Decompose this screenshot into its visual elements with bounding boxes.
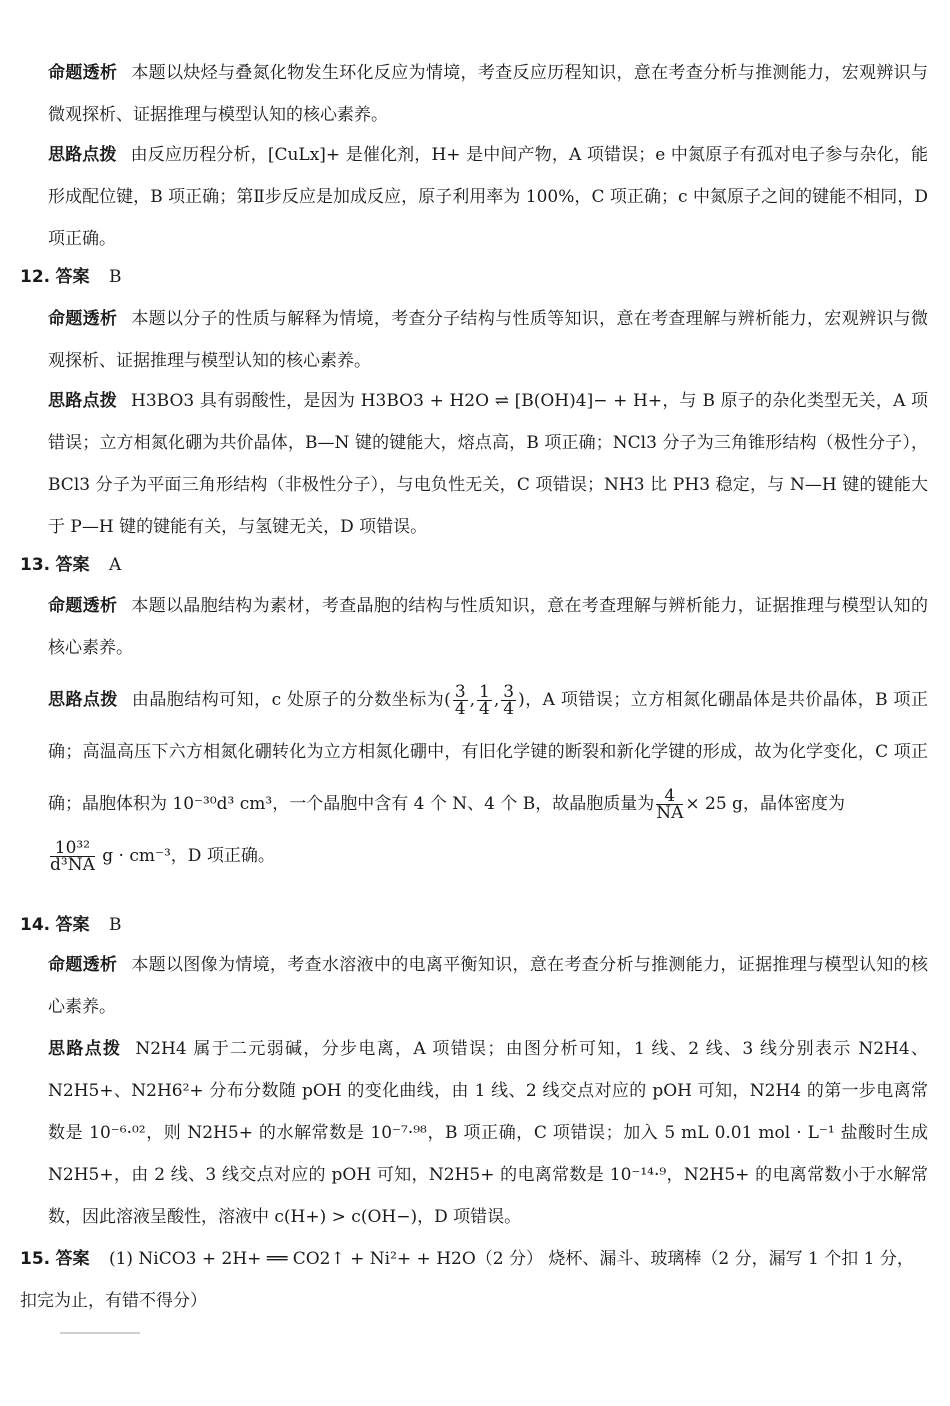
q13-hint-mid: )，A 项错误；立方相氮化硼晶体是共价晶体，B 项正确；高温高压下六方相氮化硼转化为立方相氮化硼中，有旧化学键的断裂和新化学键的形成，故为化学变化，C 项正确；晶胞体积为 10⁻³⁰d³ cm³，一个晶胞中含有 4 个 N、4 个 B，故晶胞质量为 <box>48 690 929 814</box>
hint-label: 思路点拨 <box>48 690 118 710</box>
q13-hint: 思路点拨 由晶胞结构可知，c 处原子的分数坐标为( $\frac{3}{4}$ , $\frac{1}{4}$ , $\frac{3}{4}$ )，A 项错误；立方相氮化硼晶体是共价晶体，B 项正确；高温高压下六方相氮化硼转化为立方相氮化硼中，有旧化学键的断裂和新化学键的形成，故为化学变化，C 项正确；晶胞体积为 10⁻³⁰d³ cm³，一个晶胞中含有 4 个 N、4 个 B，故晶胞质量为 $\frac{4}{NA}$ × 25 g，晶体密度为 $\frac{\text{10³²}}{\text{d³NA}}$ g · cm⁻³，D 项正确。 <box>48 682 929 875</box>
q12-hint <box>48 380 928 548</box>
coord-frac-z: $\frac{3}{4}$ <box>503 682 515 719</box>
q13-density-tail: g · cm⁻³，D 项正确。 <box>102 846 275 866</box>
q14-answer-label: 答案 <box>55 915 90 935</box>
q12-hint-text: H3BO3 具有弱酸性，是因为 H3BO3 + H2O ⇌ [B(OH)4]− + H+，与 B 原子的杂化类型无关，A 项错误；立方相氮化硼为共价晶体，B—N 键的键能大，熔点高，B 项正确；NCl3 分子为三角锥形结构（极性分子），BCl3 分子为平面三角形结构（非极性分子），与电负性无关，C 项错误；NH3 比 PH3 稳定，与 N—H 键的键能大于 P—H 键的键能有关，与氢键无关，D 项错误。 <box>48 391 929 537</box>
q14-intent-text: 本题以图像为情境，考查水溶液中的电离平衡知识，意在考查分析与推测能力，证据推理与模型认知的核心素养。 <box>48 955 929 1017</box>
q14-answer-value: B <box>108 915 122 935</box>
q11-hint <box>48 134 928 260</box>
q11-intent-text: 本题以炔烃与叠氮化物发生环化反应为情境，考查反应历程知识，意在考查分析与推测能力，宏观辨识与微观探析、证据推理与模型认知的核心素养。 <box>48 63 929 125</box>
q11-intent <box>48 52 928 136</box>
coord-frac-x: $\frac{3}{4}$ <box>454 682 466 719</box>
q13-intent-text: 本题以晶胞结构为素材，考查晶胞的结构与性质知识，意在考查理解与辨析能力，证据推理与模型认知的核心素养。 <box>48 596 929 658</box>
q14-number: 14. <box>20 915 51 935</box>
q11-hint-text: 由反应历程分析，[CuLx]+ 是催化剂，H+ 是中间产物，A 项错误；e 中氮原子有孤对电子参与杂化，能形成配位键，B 项正确；第Ⅱ步反应是加成反应，原子利用率为 100%，C 项正确；c 中氮原子之间的键能不相同，D 项正确。 <box>48 145 928 249</box>
mass-frac: $\frac{4}{NA}$ <box>656 786 684 823</box>
q14-hint-text: N2H4 属于二元弱碱，分步电离，A 项错误；由图分析可知，1 线、2 线、3 线分别表示 N2H4、N2H5+、N2H6²+ 分布分数随 pOH 的变化曲线，由 1 线、2 线交点对应的 pOH 可知，N2H4 的第一步电离常数是 10⁻⁶·⁰²，则 N2H5+ 的水解常数是 10⁻⁷·⁹⁸，B 项正确，C 项错误；加入 5 mL 0.01 mol · L⁻¹ 盐酸时生成 N2H5+，由 2 线、3 线交点对应的 pOH 可知，N2H5+ 的电离常数是 10⁻¹⁴·⁹，N2H5+ 的电离常数小于水解常数，因此溶液呈酸性，溶液中 c(H+) > c(OH−)，D 项错误。 <box>48 1039 929 1227</box>
hint-label: 思路点拨 <box>48 145 117 165</box>
q15-answer-line <box>20 1238 920 1322</box>
hint-label: 思路点拨 <box>48 1039 122 1059</box>
q12-answer-label: 答案 <box>55 267 90 287</box>
q12-intent <box>48 298 928 382</box>
q13-answer-label: 答案 <box>55 555 90 575</box>
q13-mass-tail: × 25 g，晶体密度为 <box>685 794 845 814</box>
q13-hint-pre: 由晶胞结构可知，c 处原子的分数坐标为( <box>131 690 451 710</box>
coord-frac-y: $\frac{1}{4}$ <box>479 682 490 719</box>
hint-label: 思路点拨 <box>48 391 117 411</box>
q14-answer-line <box>20 904 920 946</box>
q15-answer-text: (1) NiCO3 + 2H+ ══ CO2↑ + Ni²+ + H2O（2 分） 烧杯、漏斗、玻璃棒（2 分，漏写 1 个扣 1 分，扣完为止，有错不得分） <box>20 1249 914 1311</box>
q13-answer-line <box>20 544 920 586</box>
q15-answer-label: 答案 <box>55 1249 90 1269</box>
page-divider <box>60 1332 140 1334</box>
q13-number: 13. <box>20 555 51 575</box>
q12-answer-value: B <box>108 267 122 287</box>
density-frac: $\frac{\text{10³²}}{\text{d³NA}}$ <box>50 838 95 875</box>
q13-intent <box>48 585 928 669</box>
q14-hint <box>48 1028 928 1238</box>
q15-number: 15. <box>20 1249 51 1269</box>
q14-intent <box>48 944 928 1028</box>
q12-answer-line <box>20 256 920 298</box>
intent-label: 命题透析 <box>48 596 118 616</box>
intent-label: 命题透析 <box>48 309 118 329</box>
q12-intent-text: 本题以分子的性质与解释为情境，考查分子结构与性质等知识，意在考查理解与辨析能力，宏观辨识与微观探析、证据推理与模型认知的核心素养。 <box>48 309 929 371</box>
q12-number: 12. <box>20 267 51 287</box>
intent-label: 命题透析 <box>48 63 118 83</box>
q13-answer-value: A <box>108 555 122 575</box>
intent-label: 命题透析 <box>48 955 118 975</box>
